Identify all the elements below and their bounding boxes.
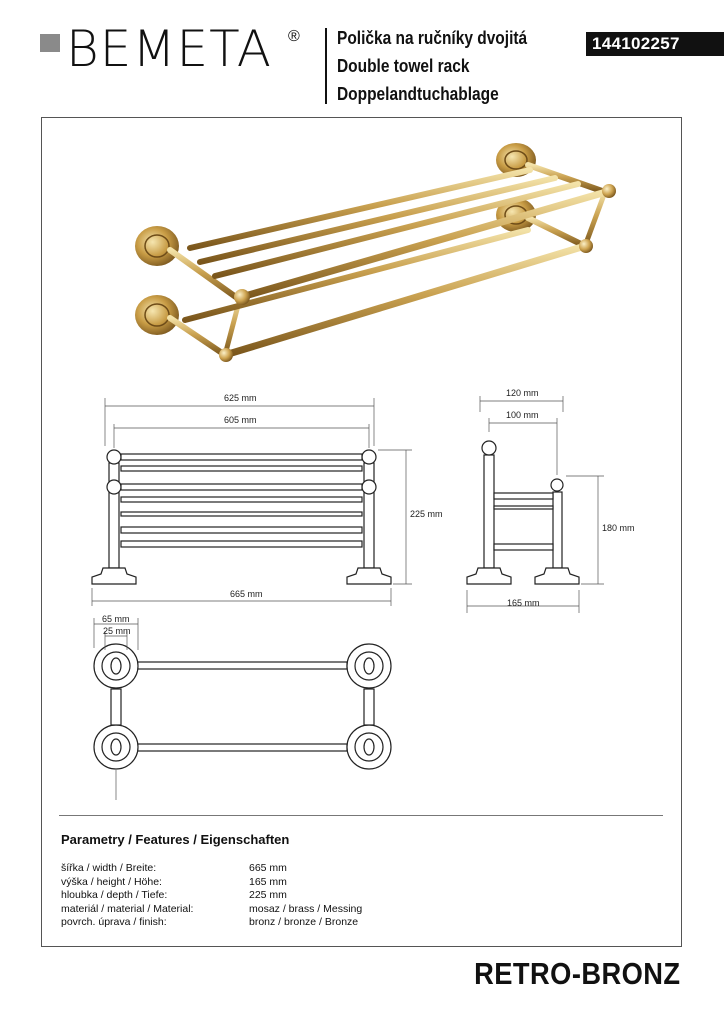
feature-label: materiál / material / Material: [61,902,194,915]
registered-mark: ® [288,28,300,45]
top-view-drawing [94,644,391,769]
features-title: Parametry / Features / Eigenschaften [61,832,290,847]
dim-225: 225 mm [410,509,443,519]
feature-row-width [61,862,362,876]
dim-165: 165 mm [507,598,540,608]
feature-value: 225 mm [249,889,287,901]
feature-value: bronz / bronze / Bronze [249,916,359,928]
dim-605: 605 mm [224,415,257,425]
product-code: 144102257 [586,32,724,56]
feature-value: 665 mm [249,862,287,874]
series-name: RETRO-BRONZ [474,956,681,991]
feature-label: hloubka / depth / Tiefe: [61,889,168,901]
feature-value: 165 mm [249,875,287,888]
dim-100: 100 mm [506,410,539,420]
dim-625: 625 mm [224,393,257,403]
feature-row-material [61,903,362,917]
feature-label: povrch. úprava / finish: [61,916,167,928]
dim-665: 665 mm [230,589,263,599]
title-czech: Polička na ručníky dvojitá [337,28,528,48]
features-rule [59,815,663,816]
wall-rose-bottom-left [135,295,179,335]
feature-row-depth [61,889,362,903]
features-table [61,862,362,930]
title-german: Doppelandtuchablage [337,84,499,104]
dim-25: 25 mm [103,626,131,636]
wall-rose-top-left [135,226,179,266]
side-view-drawing [467,441,579,584]
title-english: Double towel rack [337,56,470,76]
feature-label: výška / height / Höhe: [61,875,162,888]
feature-value: mosaz / brass / Messing [249,902,363,915]
dim-180: 180 mm [602,523,635,533]
feature-label: šířka / width / Breite: [61,862,157,874]
product-photo [135,143,616,362]
dim-120: 120 mm [506,388,539,398]
front-view-drawing [92,450,391,584]
dim-65: 65 mm [102,614,130,624]
feature-row-finish [61,916,362,930]
logo-text: BEMETA [66,20,272,78]
feature-row-height [61,876,362,890]
